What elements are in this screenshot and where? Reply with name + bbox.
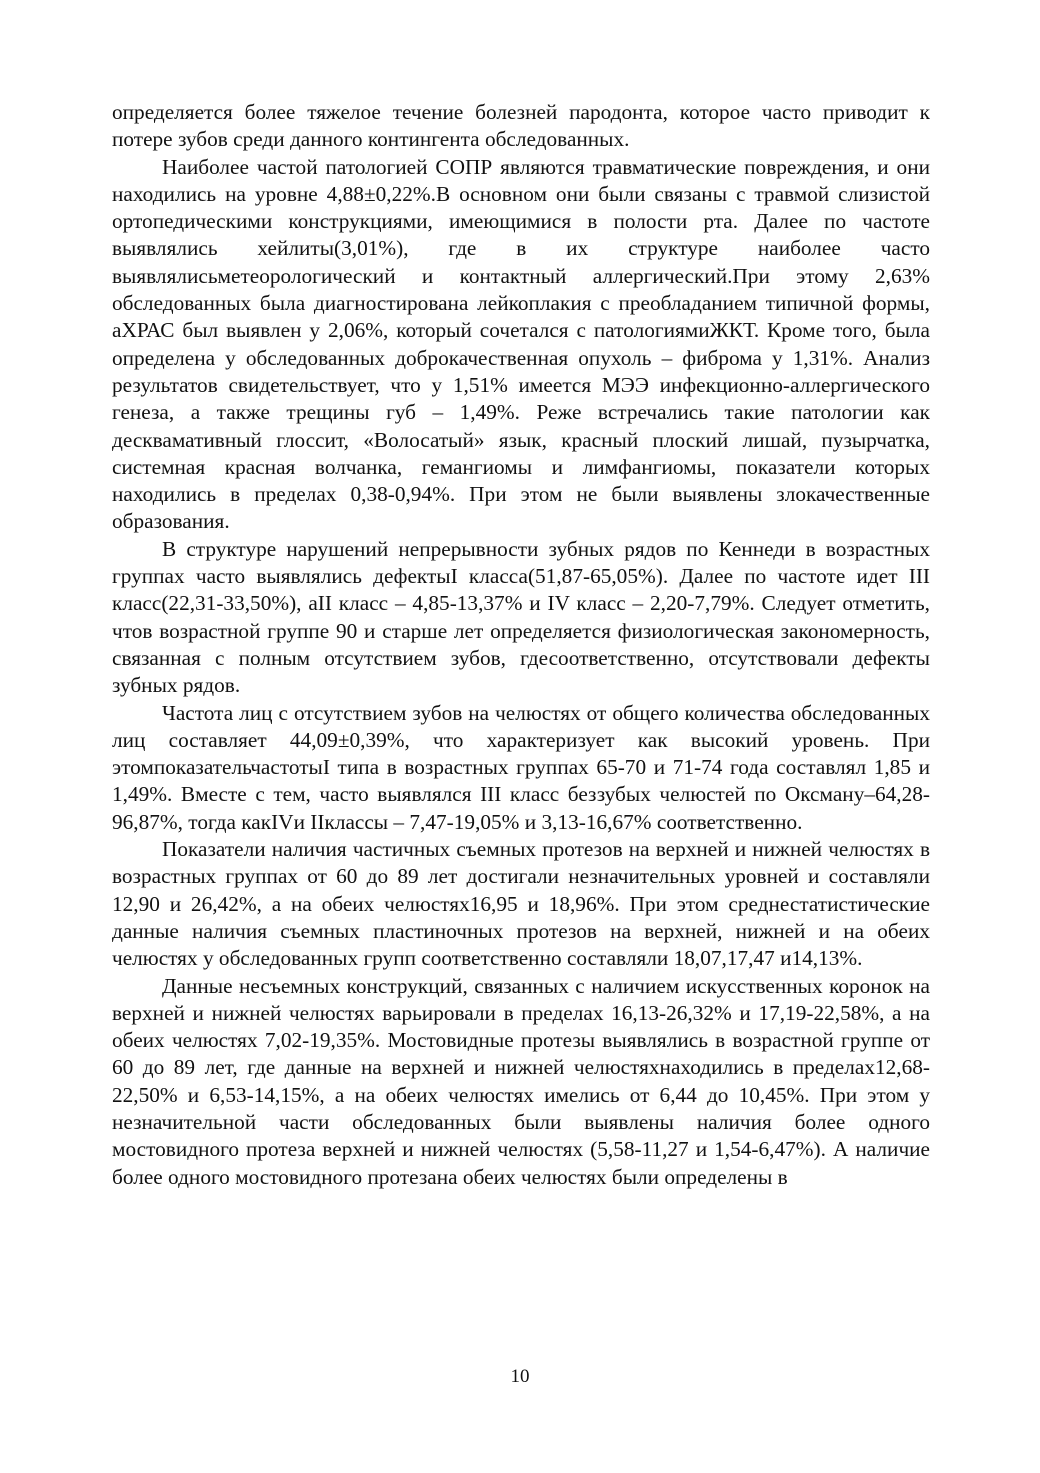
document-body: [112, 99, 930, 1191]
paragraph-4: Частота лиц с отсутствием зубов на челюстях от общего количества обследованных лиц составляет 44,09±0,39%, что характеризует как высокий уровень. При этомпоказательчастотыI типа в возрастных группах 65-70 и 71-74 года составлял 1,85 и 1,49%. Вместе с тем, часто выявлялся III класс беззубых челюстей по Оксману–64,28-96,87%, тогда какIVи IIклассы – 7,47-19,05% и 3,13-16,67% соответственно.: [112, 700, 930, 834]
paragraph-3: В структуре нарушений непрерывности зубных рядов по Кеннеди в возрастных группах часто выявлялись дефектыI класса(51,87-65,05%). Далее по частоте идет III класс(22,31-33,50%), аII класс – 4,85-13,37% и IV класс – 2,20-7,79%. Следует отметить, чтов возрастной группе 90 и старше лет определяется физиологическая закономерность, связанная с полным отсутствием зубов, гдесоответственно, отсутствовали дефекты зубных рядов.: [112, 536, 930, 698]
paragraph-5: Показатели наличия частичных съемных протезов на верхней и нижней челюстях в возрастных группах от 60 до 89 лет достигали незначительных уровней и составляли 12,90 и 26,42%, а на обеих челюстях16,95 и 18,96%. При этом среднестатистические данные наличия съемных пластиночных протезов на верхней, нижней и на обеих челюстях у обследованных групп соответственно составляли 18,07,17,47 и14,13%.: [112, 837, 930, 971]
page-number: 10: [510, 1366, 530, 1387]
paragraph-6: Данные несъемных конструкций, связанных с наличием искусственных коронок на верхней и нижней челюстях варьировали в пределах 16,13-26,32% и 17,19-22,58%, а на обеих челюстях 7,02-19,35%. Мостовидные протезы выявлялись в возрастной группе от 60 до 89 лет, где данные на верхней и нижней челюстяхнаходились в пределах12,68-22,50% и 6,53-14,15%, а на обеих челюстях имелись от 6,44 до 10,45%. При этом у незначительной части обследованных были выявлены наличия более одного мостовидного протеза верхней и нижней челюстях (5,58-11,27 и 1,54-6,47%). А наличие более одного мостовидного протезана обеих челюстях были определены в: [112, 973, 930, 1189]
paragraph-1: определяется более тяжелое течение болезней пародонта, которое часто приводит к потере зубов среди данного контингента обследованных.: [112, 100, 930, 152]
paragraph-2: Наиболее частой патологией СОПР являются травматические повреждения, и они находились на уровне 4,88±0,22%.В основном они были связаны с травмой слизистой ортопедическими конструкциями, имеющимися в полости рта. Далее по частоте выявлялись хейлиты(3,01%), где в их структуре наиболее часто выявлялисьметеорологический и контактный аллергический.При этому 2,63% обследованных была диагностирована лейкоплакия с преобладанием типичной формы, аХРАС был выявлен у 2,06%, который сочетался с патологиямиЖКТ. Кроме того, была определена у обследованных доброкачественная опухоль – фиброма у 1,31%. Анализ результатов свидетельствует, что у 1,51% имеется МЭЭ инфекционно-аллергического генеза, а также трещины губ – 1,49%. Реже встречались такие патологии как десквамативный глоссит, «Волосатый» язык, красный плоский лишай, пузырчатка, системная красная волчанка, гемангиомы и лимфангиомы, показатели которых находились в пределах 0,38-0,94%. При этом не были выявлены злокачественные образования.: [112, 154, 930, 534]
